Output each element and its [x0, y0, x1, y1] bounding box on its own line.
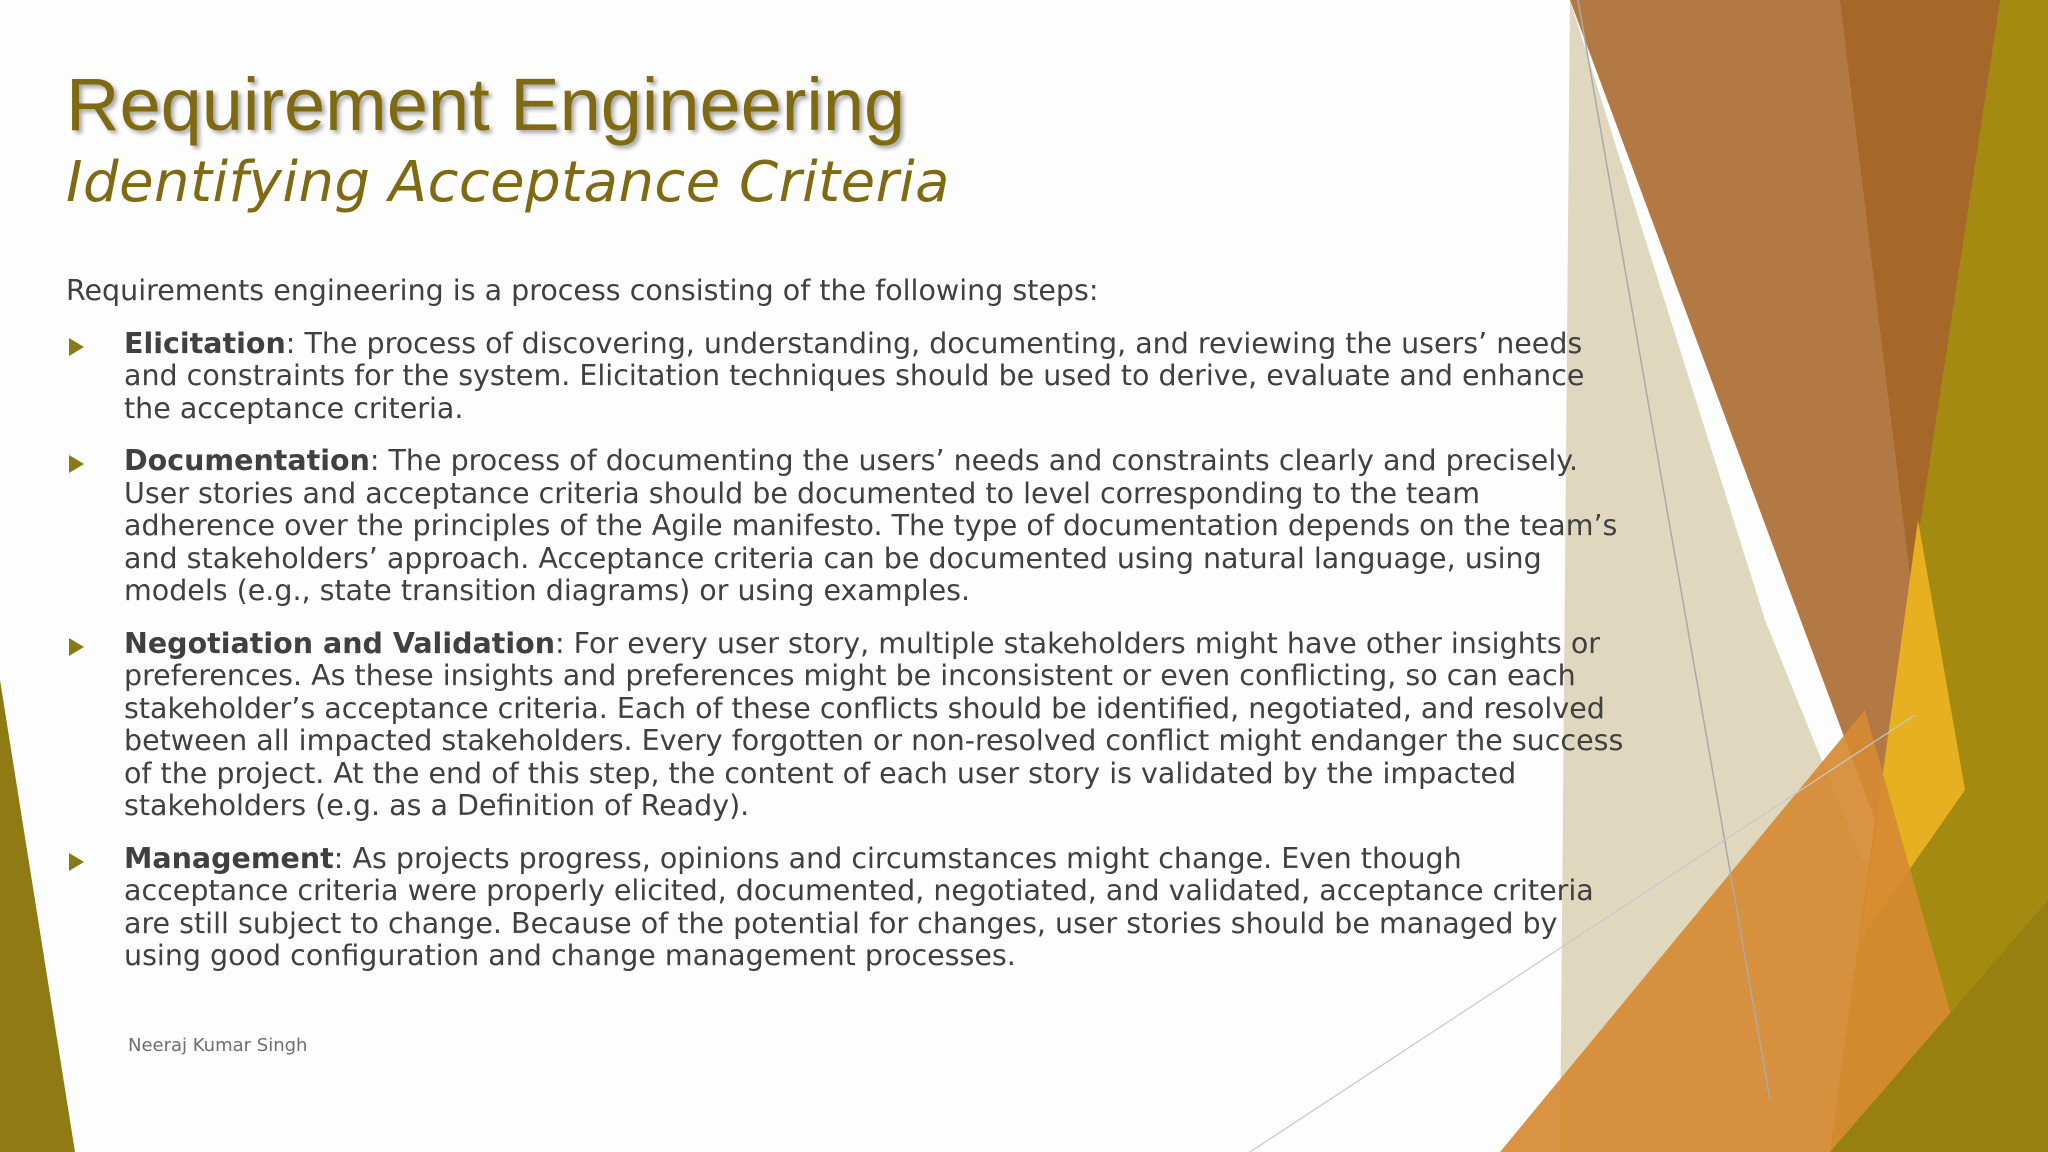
- bullet-term: Elicitation: [124, 326, 286, 360]
- triangle-bullet-icon: [69, 455, 84, 473]
- footer-author: Neeraj Kumar Singh: [128, 1035, 308, 1056]
- list-item-documentation: [66, 445, 1626, 608]
- list-item-negotiation-validation: [66, 628, 1626, 823]
- bullet-text: : As projects progress, opinions and circumstances might change. Even though acceptance criteria were properly elicited, documented, negotiated, and validated, acceptance criteria are still subject to change. Because of the potential for changes, user stories should be managed by using good configuration and change management processes.: [124, 841, 1594, 972]
- intro-text: Requirements engineering is a process consisting of the following steps:: [66, 274, 1099, 307]
- bullet-term: Management: [124, 841, 334, 875]
- steps-list: [66, 328, 1626, 973]
- slide-content: [66, 275, 1626, 993]
- list-item-management: [66, 843, 1626, 973]
- list-item-elicitation: [66, 328, 1626, 426]
- triangle-bullet-icon: [69, 853, 84, 871]
- bullet-term: Documentation: [124, 444, 370, 477]
- left-olive-shape: [0, 680, 75, 1152]
- bullet-text: : The process of discovering, understanding, documenting, and reviewing the users’ needs and constraints for the system. Elicitation techniques should be used to derive, evaluate and enhance the acceptance criteria.: [124, 326, 1585, 425]
- bullet-text: : For every user story, multiple stakeholders might have other insights or preferences. As these insights and preferences might be inconsistent or even conflicting, so can each stakeholder’s acceptance criteria. Each of these conflicts should be identified, negotiated, and resolved between all impacted stakeholders. Every forgotten or non-resolved conflict might endanger the success of the project. At the end of this step, the content of each user story is validated by the impacted stakeholders (e.g. as a Definition of Ready).: [124, 626, 1624, 822]
- triangle-bullet-icon: [69, 638, 84, 656]
- slide-subtitle: Identifying Acceptance Criteria: [66, 150, 950, 215]
- triangle-bullet-icon: [69, 338, 84, 356]
- bullet-term: Negotiation and Validation: [124, 626, 555, 660]
- slide-title: Requirement Engineering: [66, 63, 906, 146]
- bullet-text: : The process of documenting the users’ needs and constraints clearly and precisely. User stories and acceptance criteria should be documented to level corresponding to the team adherence over the principles of the Agile manifesto. The type of documentation depends on the team’s and stakeholders’ approach. Acceptance criteria can be documented using natural language, using models (e.g., state transition diagrams) or using examples.: [124, 444, 1618, 607]
